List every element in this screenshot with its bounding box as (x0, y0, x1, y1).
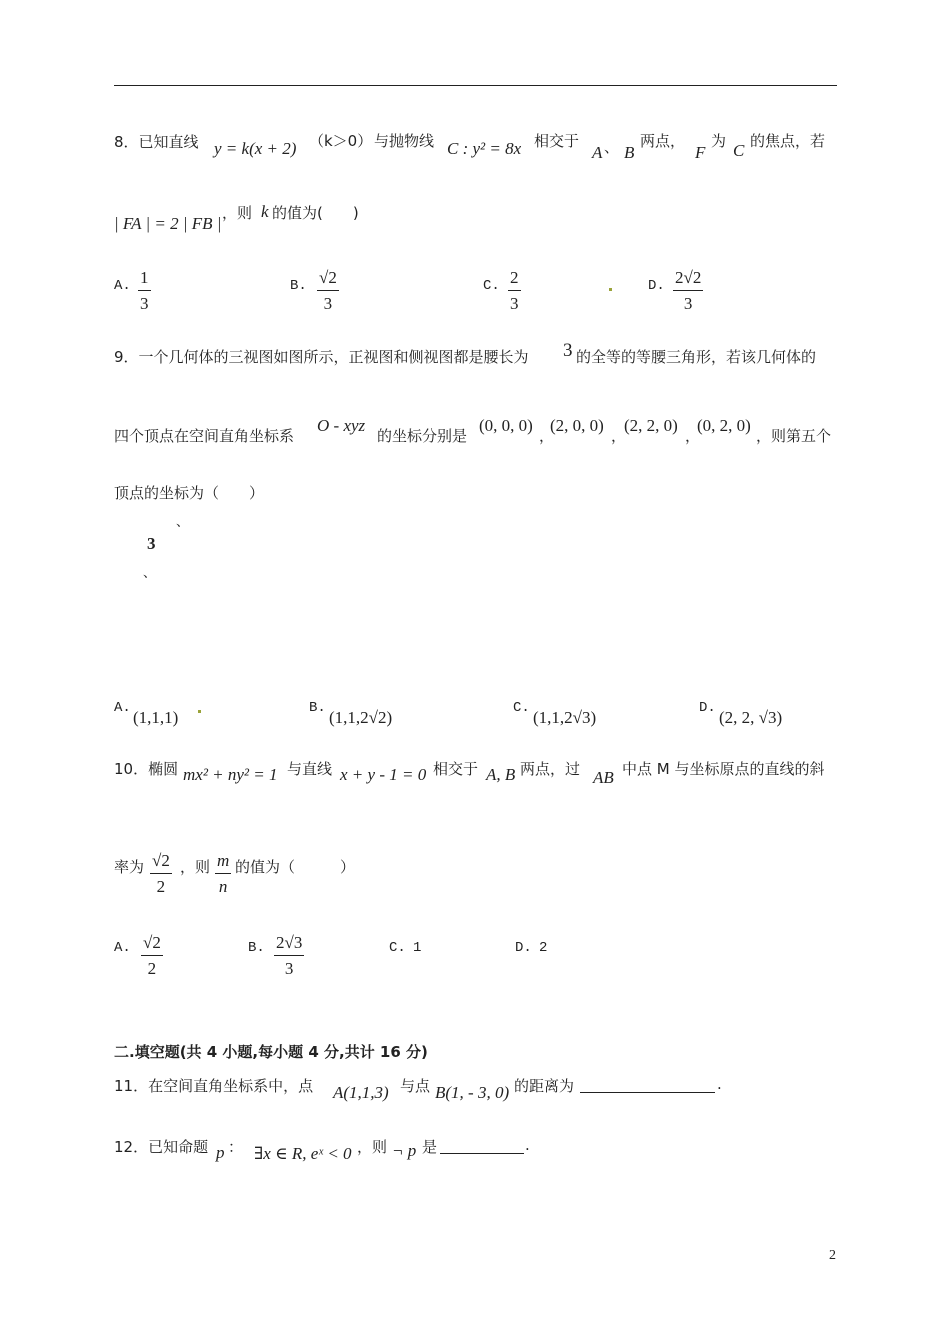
q10-option-d-value: 2 (539, 940, 548, 956)
q8-k: k (261, 202, 269, 221)
q12-answer-blank[interactable] (440, 1137, 524, 1154)
q8-condition-2: | FA | = 2 | FB | (114, 214, 222, 233)
q10-segment-ab: AB (593, 768, 614, 787)
section-2-title: 二.填空题(共 4 小题,每小题 4 分,共计 16 分) (114, 1043, 428, 1061)
q8-option-a-label: A. (114, 278, 131, 294)
q10-line-2-post: 的值为（ ） (235, 858, 356, 876)
page-number: 2 (829, 1248, 836, 1263)
q8-point-a: A (592, 143, 603, 162)
q10-ellipse: mx² + ny² = 1 (183, 765, 278, 784)
stray-dot-2 (198, 710, 201, 713)
q12-pre: 12．已知命题 (114, 1138, 209, 1156)
q10-line: x + y - 1 = 0 (340, 765, 427, 784)
q10-option-a-label: A. (114, 940, 131, 956)
q8-condition: （k＞0） (309, 132, 373, 150)
q9-option-d-label: D. (699, 700, 716, 716)
q10-text-1: 与直线 (287, 760, 333, 778)
q8-point-b: B (624, 143, 635, 162)
q10-text-2: 相交于 (433, 760, 479, 778)
q9-comma-3: ， (685, 427, 701, 445)
q10-option-a-value: $\frac{√2}{2}$ (143, 933, 161, 978)
q12-end: . (525, 1136, 530, 1154)
q9-option-d-value: (2, 2, √3) (719, 708, 783, 727)
q10-text-3: 两点，过 (520, 760, 581, 778)
q8-parabola: C : y² = 8x (447, 139, 522, 158)
header-rule (114, 85, 837, 86)
q10-option-d-label: D. (515, 940, 532, 956)
q11-mid: 与点 (400, 1077, 431, 1095)
q8-text-3: 两点， (640, 132, 686, 150)
q9-option-c-label: C. (513, 700, 530, 716)
q12-p: p (216, 1143, 225, 1162)
q9-comma-2: ， (611, 427, 627, 445)
q11-answer-blank[interactable] (580, 1076, 715, 1093)
q12-proposition: ∃x ∈ R, eˣ < 0 (254, 1144, 352, 1163)
q8-text-4: 为 (711, 132, 727, 150)
q8-line-equation: y = k(x + 2) (214, 139, 297, 158)
q9-point-2: (2, 0, 0) (550, 416, 604, 435)
q12-mid: ，则 (357, 1138, 388, 1156)
q8-option-b-value: $\frac{√2}{3}$ (319, 268, 337, 313)
q9-option-a-label: A. (114, 700, 131, 716)
q9-line-3: 顶点的坐标为（ ） (114, 484, 265, 502)
q10-line-2-mid: ，则 (180, 858, 211, 876)
q11-pre: 11．在空间直角坐标系中，点 (114, 1077, 314, 1095)
q8-text-1: 与抛物线 (374, 132, 435, 150)
q10-line-2-pre: 率为 (114, 858, 145, 876)
q10-option-b-value: $\frac{2√3}{3}$ (276, 933, 303, 978)
q8-option-c-value: $\frac{2}{3}$ (510, 268, 519, 313)
q9-point-3: (2, 2, 0) (624, 416, 678, 435)
q9-option-b-label: B. (309, 700, 326, 716)
q11-point-a: A(1,1,3) (333, 1083, 389, 1102)
q9-option-a-value: (1,1,1) (133, 708, 179, 727)
q8-option-d-value: $\frac{2√2}{3}$ (675, 268, 702, 313)
q8-text-5: 的焦点，若 (750, 132, 826, 150)
q12-colon: ： (228, 1138, 244, 1156)
q8-option-b-label: B. (290, 278, 307, 294)
figure-mark-1: 、 (176, 515, 190, 530)
figure-label-3: 3 (147, 534, 156, 553)
q8-ask-post: 的值为( ) (272, 204, 359, 222)
figure-mark-2: 、 (143, 566, 157, 581)
q9-line-2-post: ，则第五个 (756, 427, 832, 445)
q9-comma-1: ， (539, 427, 555, 445)
stray-dot (609, 288, 612, 291)
q9-option-c-value: (1,1,2√3) (533, 708, 597, 727)
q12-not-p: ¬ p (392, 1141, 417, 1160)
q10-number: 10．椭圆 (114, 760, 179, 778)
q9-point-1: (0, 0, 0) (479, 416, 533, 435)
q11-point-b: B(1, - 3, 0) (435, 1083, 510, 1102)
q8-option-d-label: D. (648, 278, 665, 294)
q9-line-2-mid: 的坐标分别是 (377, 427, 468, 445)
q10-text-4: 中点 M 与坐标原点的直线的斜 (622, 760, 825, 778)
q8-point-f: F (695, 143, 706, 162)
q10-option-b-label: B. (248, 940, 265, 956)
q9-line-1-pre: 9．一个几何体的三视图如图所示，正视图和侧视图都是腰长为 (114, 348, 529, 366)
q9-option-b-value: (1,1,2√2) (329, 708, 393, 727)
q10-slope: $\frac{√2}{2}$ (152, 851, 170, 896)
q11-end: . (717, 1075, 722, 1093)
q10-points-ab: A, B (486, 765, 516, 784)
q10-option-c-value: 1 (413, 940, 422, 956)
q10-option-c-label: C. (389, 940, 406, 956)
q9-coord-system: O - xyz (317, 416, 366, 435)
q8-option-c-label: C. (483, 278, 500, 294)
q9-point-4: (0, 2, 0) (697, 416, 751, 435)
q9-three: 3 (563, 340, 573, 361)
q11-post: 的距离为 (514, 1077, 575, 1095)
q9-line-2-pre: 四个顶点在空间直角坐标系 (114, 427, 295, 445)
q9-line-1-post: 的全等的等腰三角形，若该几何体的 (576, 348, 817, 366)
q8-curve-c: C (733, 141, 745, 160)
q8-sep: 、 (604, 138, 620, 156)
q8-option-a-value: $\frac{1}{3}$ (140, 268, 149, 313)
q8-ask-pre: ，则 (222, 204, 253, 222)
q8-text-2: 相交于 (534, 132, 580, 150)
q8-number: 8．已知直线 (114, 133, 199, 151)
q12-post: 是 (422, 1138, 438, 1156)
q10-ratio-mn: $\frac{m}{n}$ (217, 851, 230, 896)
